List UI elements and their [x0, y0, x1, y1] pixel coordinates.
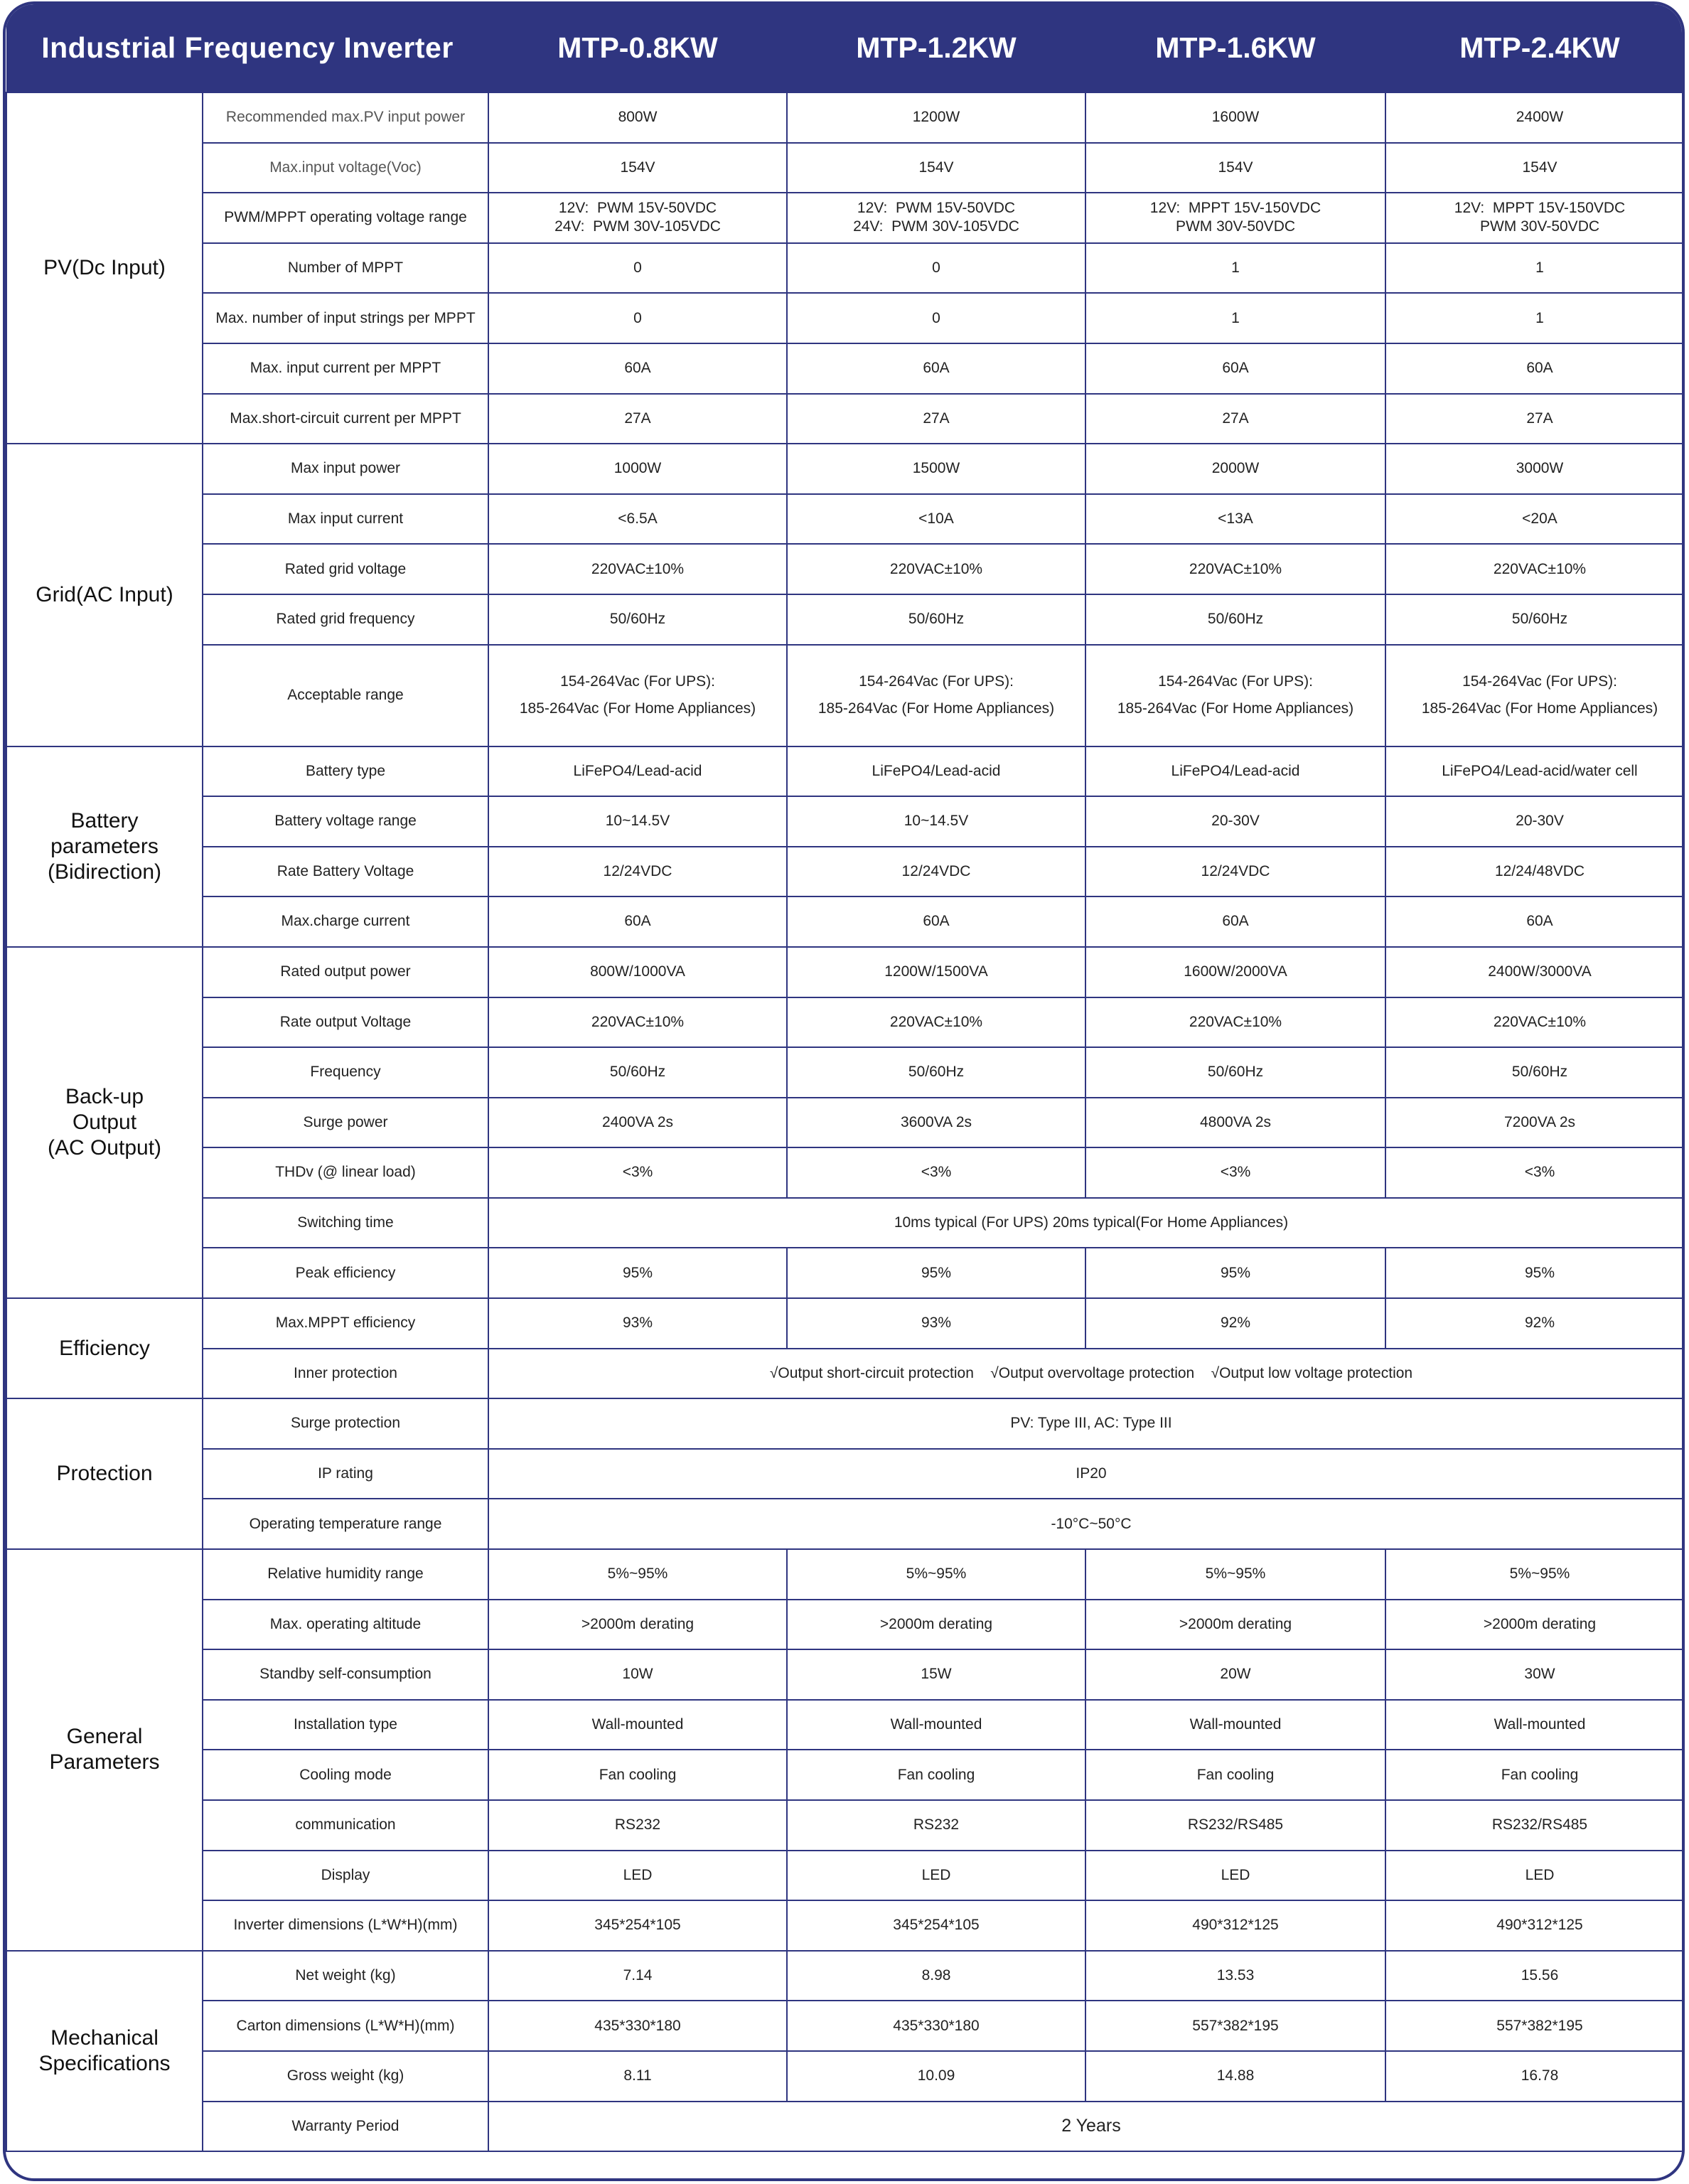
- row-label: Max.input voltage(Voc): [203, 143, 488, 193]
- section-line: General: [66, 1725, 143, 1749]
- cell: 557*382*195: [1385, 2001, 1685, 2051]
- cell: Fan cooling: [488, 1750, 787, 1800]
- cell: 220VAC±10%: [488, 544, 787, 594]
- row-label: THDv (@ linear load): [203, 1147, 488, 1198]
- cell: 1000W: [488, 444, 787, 494]
- cell-line: 12V: MPPT 15V-150VDC: [1454, 200, 1626, 217]
- cell-line: 154-264Vac (For UPS):: [1462, 673, 1617, 690]
- cell: 95%: [1085, 1248, 1385, 1298]
- cell: 2400W/3000VA: [1385, 947, 1685, 997]
- section-battery: [6, 746, 203, 947]
- table-row: [6, 645, 1685, 746]
- table-row: [6, 1248, 1685, 1298]
- table-row: [6, 796, 1685, 847]
- cell: [787, 193, 1085, 243]
- table-row: [6, 143, 1685, 193]
- row-label: Rated grid voltage: [203, 544, 488, 594]
- section-mechanical: [6, 1951, 203, 2151]
- cell: 490*312*125: [1085, 1900, 1385, 1951]
- cell: 2000W: [1085, 444, 1385, 494]
- cell: 95%: [1385, 1248, 1685, 1298]
- cell: 1200W: [787, 92, 1085, 143]
- row-label: Rated grid frequency: [203, 594, 488, 645]
- cell-line: 12V: PWM 15V-50VDC: [558, 200, 717, 217]
- cell: LiFePO4/Lead-acid: [787, 746, 1085, 797]
- section-protection: Protection: [6, 1398, 203, 1549]
- cell: 95%: [488, 1248, 787, 1298]
- cell: LiFePO4/Lead-acid: [488, 746, 787, 797]
- cell: 1600W: [1085, 92, 1385, 143]
- cell-line: 154-264Vac (For UPS):: [859, 673, 1014, 690]
- table-row: [6, 847, 1685, 897]
- section-line: Parameters: [49, 1750, 160, 1774]
- row-label: Surge protection: [203, 1398, 488, 1449]
- cell: 10.09: [787, 2051, 1085, 2102]
- table-row: [6, 594, 1685, 645]
- cell: 30W: [1385, 1649, 1685, 1700]
- table-row: [6, 1649, 1685, 1700]
- cell: [1385, 193, 1685, 243]
- cell: 8.11: [488, 2051, 787, 2102]
- merged-cell: -10°C~50°C: [488, 1499, 1685, 1549]
- model-header: MTP-1.6KW: [1155, 31, 1316, 64]
- cell: 1: [1085, 243, 1385, 294]
- cell-line: 185-264Vac (For Home Appliances): [1421, 700, 1658, 717]
- cell-line: 154-264Vac (For UPS):: [1158, 673, 1313, 690]
- cell: [488, 645, 787, 746]
- section-line: Back-up: [65, 1084, 144, 1108]
- cell: <3%: [1385, 1147, 1685, 1198]
- table-row: [6, 1900, 1685, 1951]
- table-row: [6, 896, 1685, 947]
- cell: 1600W/2000VA: [1085, 947, 1385, 997]
- cell: 435*330*180: [488, 2001, 787, 2051]
- cell: 220VAC±10%: [1385, 544, 1685, 594]
- cell: 27A: [1085, 394, 1385, 444]
- cell-line: 12V: PWM 15V-50VDC: [857, 200, 1016, 217]
- table-row: [6, 1700, 1685, 1750]
- merged-cell: 10ms typical (For UPS) 20ms typical(For Home Appliances): [488, 1198, 1685, 1248]
- row-label: Display: [203, 1851, 488, 1901]
- cell: 27A: [488, 394, 787, 444]
- row-label: Switching time: [203, 1198, 488, 1248]
- cell: <3%: [488, 1147, 787, 1198]
- table-row: [6, 1800, 1685, 1851]
- cell: 1: [1085, 293, 1385, 343]
- model-header: MTP-2.4KW: [1459, 31, 1620, 64]
- cell: 12/24/48VDC: [1385, 847, 1685, 897]
- cell: 93%: [488, 1298, 787, 1349]
- section-general: [6, 1549, 203, 1951]
- section-line: Output: [72, 1110, 137, 1134]
- merged-cell: √Output short-circuit protection √Output overvoltage protection √Output low voltage protection: [488, 1349, 1685, 1399]
- table-row: [6, 394, 1685, 444]
- cell: 220VAC±10%: [1085, 544, 1385, 594]
- cell: 1: [1385, 243, 1685, 294]
- table-row: [6, 444, 1685, 494]
- model-header: MTP-1.2KW: [856, 31, 1017, 64]
- cell: 154V: [1085, 143, 1385, 193]
- cell-line: 12V: MPPT 15V-150VDC: [1149, 200, 1321, 217]
- row-label: Max input current: [203, 494, 488, 545]
- spec-table: [6, 4, 1685, 2152]
- cell: >2000m derating: [488, 1600, 787, 1650]
- cell: Fan cooling: [787, 1750, 1085, 1800]
- cell: 5%~95%: [488, 1549, 787, 1600]
- cell: <3%: [1085, 1147, 1385, 1198]
- cell: Wall-mounted: [1385, 1700, 1685, 1750]
- cell: 154V: [1385, 143, 1685, 193]
- cell: 20W: [1085, 1649, 1385, 1700]
- row-label: Gross weight (kg): [203, 2051, 488, 2102]
- cell: Fan cooling: [1085, 1750, 1385, 1800]
- cell: 12/24VDC: [1085, 847, 1385, 897]
- section-line: (Bidirection): [47, 860, 162, 884]
- cell: 60A: [787, 343, 1085, 394]
- row-label: Relative humidity range: [203, 1549, 488, 1600]
- merged-cell: PV: Type III, AC: Type III: [488, 1398, 1685, 1449]
- cell: Wall-mounted: [488, 1700, 787, 1750]
- row-label: Frequency: [203, 1047, 488, 1098]
- spec-sheet: [3, 1, 1685, 2181]
- cell: 60A: [1385, 896, 1685, 947]
- table-row: [6, 1600, 1685, 1650]
- row-label: Net weight (kg): [203, 1951, 488, 2001]
- cell: 15.56: [1385, 1951, 1685, 2001]
- table-row: [6, 1349, 1685, 1399]
- row-label: Battery type: [203, 746, 488, 797]
- cell: 3600VA 2s: [787, 1098, 1085, 1148]
- table-row: [6, 1750, 1685, 1800]
- row-label: Cooling mode: [203, 1750, 488, 1800]
- cell: 20-30V: [1085, 796, 1385, 847]
- section-backup: [6, 947, 203, 1298]
- cell: >2000m derating: [787, 1600, 1085, 1650]
- cell: 0: [787, 293, 1085, 343]
- section-efficiency: Efficiency: [6, 1298, 203, 1398]
- cell: 345*254*105: [488, 1900, 787, 1951]
- cell-line: 24V: PWM 30V-105VDC: [554, 218, 721, 235]
- cell: 50/60Hz: [1385, 594, 1685, 645]
- merged-cell: IP20: [488, 1449, 1685, 1499]
- table-row: [6, 1398, 1685, 1449]
- cell: 3000W: [1385, 444, 1685, 494]
- row-label: Rate output Voltage: [203, 997, 488, 1048]
- cell: 50/60Hz: [1085, 594, 1385, 645]
- cell-line: 24V: PWM 30V-105VDC: [853, 218, 1019, 235]
- cell: 93%: [787, 1298, 1085, 1349]
- row-label: Max.MPPT efficiency: [203, 1298, 488, 1349]
- cell: 27A: [1385, 394, 1685, 444]
- cell-line: PWM 30V-50VDC: [1479, 218, 1600, 235]
- table-row: [6, 1951, 1685, 2001]
- table-row: [6, 544, 1685, 594]
- table-row: [6, 343, 1685, 394]
- row-label: Installation type: [203, 1700, 488, 1750]
- cell: 220VAC±10%: [1385, 997, 1685, 1048]
- cell: 10~14.5V: [787, 796, 1085, 847]
- cell: 2400W: [1385, 92, 1685, 143]
- cell: >2000m derating: [1085, 1600, 1385, 1650]
- cell: 0: [488, 293, 787, 343]
- row-label: communication: [203, 1800, 488, 1851]
- cell: 557*382*195: [1085, 2001, 1385, 2051]
- cell: 490*312*125: [1385, 1900, 1685, 1951]
- cell: 50/60Hz: [1385, 1047, 1685, 1098]
- section-line: (AC Output): [47, 1135, 162, 1160]
- cell: 1: [1385, 293, 1685, 343]
- row-label: IP rating: [203, 1449, 488, 1499]
- cell-line: 185-264Vac (For Home Appliances): [519, 700, 756, 717]
- cell: Fan cooling: [1385, 1750, 1685, 1800]
- cell: 50/60Hz: [1085, 1047, 1385, 1098]
- cell: 435*330*180: [787, 2001, 1085, 2051]
- cell: 27A: [787, 394, 1085, 444]
- cell: LiFePO4/Lead-acid: [1085, 746, 1385, 797]
- row-label: Operating temperature range: [203, 1499, 488, 1549]
- table-row: [6, 1198, 1685, 1248]
- table-row: [6, 1147, 1685, 1198]
- table-row: [6, 243, 1685, 294]
- cell: 220VAC±10%: [1085, 997, 1385, 1048]
- cell: 2400VA 2s: [488, 1098, 787, 1148]
- cell: 50/60Hz: [787, 594, 1085, 645]
- cell: 220VAC±10%: [787, 997, 1085, 1048]
- cell: 60A: [787, 896, 1085, 947]
- cell: LED: [1085, 1851, 1385, 1901]
- cell: 16.78: [1385, 2051, 1685, 2102]
- cell: 1500W: [787, 444, 1085, 494]
- section-line: Mechanical: [50, 2025, 159, 2050]
- section-line: Specifications: [38, 2051, 171, 2075]
- cell: 1200W/1500VA: [787, 947, 1085, 997]
- cell: 10~14.5V: [488, 796, 787, 847]
- row-label: Warranty Period: [203, 2102, 488, 2152]
- table-row: [6, 1499, 1685, 1549]
- cell: <13A: [1085, 494, 1385, 545]
- row-label: Surge power: [203, 1098, 488, 1148]
- table-row: [6, 2051, 1685, 2102]
- cell: 5%~95%: [1085, 1549, 1385, 1600]
- row-label: Max. number of input strings per MPPT: [203, 293, 488, 343]
- cell-line: 154-264Vac (For UPS):: [560, 673, 715, 690]
- cell: 800W/1000VA: [488, 947, 787, 997]
- cell: 92%: [1085, 1298, 1385, 1349]
- table-row: [6, 494, 1685, 545]
- table-row: [6, 997, 1685, 1048]
- table-row: [6, 947, 1685, 997]
- cell: RS232/RS485: [1085, 1800, 1385, 1851]
- cell: 92%: [1385, 1298, 1685, 1349]
- cell: RS232/RS485: [1385, 1800, 1685, 1851]
- cell: 60A: [1085, 896, 1385, 947]
- row-label: Carton dimensions (L*W*H)(mm): [203, 2001, 488, 2051]
- cell: 220VAC±10%: [787, 544, 1085, 594]
- table-row: [6, 746, 1685, 797]
- row-label: Rated output power: [203, 947, 488, 997]
- row-label: Max input power: [203, 444, 488, 494]
- cell: <10A: [787, 494, 1085, 545]
- row-label: Max.charge current: [203, 896, 488, 947]
- cell: 15W: [787, 1649, 1085, 1700]
- row-label: Max.short-circuit current per MPPT: [203, 394, 488, 444]
- cell: 800W: [488, 92, 787, 143]
- cell: 4800VA 2s: [1085, 1098, 1385, 1148]
- table-row: [6, 1549, 1685, 1600]
- cell: LED: [787, 1851, 1085, 1901]
- cell: 5%~95%: [1385, 1549, 1685, 1600]
- cell: 13.53: [1085, 1951, 1385, 2001]
- cell: 154V: [488, 143, 787, 193]
- cell: 12/24VDC: [488, 847, 787, 897]
- cell: 60A: [488, 896, 787, 947]
- cell: 60A: [488, 343, 787, 394]
- table-row: [6, 1047, 1685, 1098]
- table-row: [6, 2001, 1685, 2051]
- header-row: [6, 4, 1685, 92]
- table-row: [6, 1449, 1685, 1499]
- table-row: [6, 92, 1685, 143]
- cell-line: 185-264Vac (For Home Appliances): [1117, 700, 1354, 717]
- cell: 60A: [1385, 343, 1685, 394]
- cell: [1085, 645, 1385, 746]
- merged-cell: 2 Years: [488, 2102, 1685, 2152]
- cell: <20A: [1385, 494, 1685, 545]
- cell-line: PWM 30V-50VDC: [1175, 218, 1296, 235]
- cell: [1385, 645, 1685, 746]
- cell: 60A: [1085, 343, 1385, 394]
- cell: LED: [488, 1851, 787, 1901]
- cell-line: 185-264Vac (For Home Appliances): [817, 700, 1055, 717]
- cell: 345*254*105: [787, 1900, 1085, 1951]
- table-title: Industrial Frequency Inverter: [41, 31, 454, 64]
- cell: 10W: [488, 1649, 787, 1700]
- cell: [787, 645, 1085, 746]
- row-label: Peak efficiency: [203, 1248, 488, 1298]
- cell: RS232: [787, 1800, 1085, 1851]
- cell: 0: [488, 243, 787, 294]
- cell: <3%: [787, 1147, 1085, 1198]
- row-label: Inverter dimensions (L*W*H)(mm): [203, 1900, 488, 1951]
- cell: 50/60Hz: [488, 1047, 787, 1098]
- table-row: [6, 193, 1685, 243]
- cell: 7200VA 2s: [1385, 1098, 1685, 1148]
- row-label: PWM/MPPT operating voltage range: [203, 193, 488, 243]
- cell: 14.88: [1085, 2051, 1385, 2102]
- cell: Wall-mounted: [1085, 1700, 1385, 1750]
- table-row: [6, 1851, 1685, 1901]
- table-row: [6, 2102, 1685, 2152]
- cell: 7.14: [488, 1951, 787, 2001]
- section-line: Battery: [70, 808, 139, 833]
- row-label: Max. input current per MPPT: [203, 343, 488, 394]
- cell: LED: [1385, 1851, 1685, 1901]
- cell: LiFePO4/Lead-acid/water cell: [1385, 746, 1685, 797]
- model-header: MTP-0.8KW: [557, 31, 718, 64]
- table-row: [6, 1298, 1685, 1349]
- section-line: parameters: [50, 834, 159, 858]
- row-label: Standby self-consumption: [203, 1649, 488, 1700]
- cell: 12/24VDC: [787, 847, 1085, 897]
- table-row: [6, 293, 1685, 343]
- row-label: Inner protection: [203, 1349, 488, 1399]
- cell: Wall-mounted: [787, 1700, 1085, 1750]
- cell: [1085, 193, 1385, 243]
- row-label: Recommended max.PV input power: [203, 92, 488, 143]
- cell: 154V: [787, 143, 1085, 193]
- section-grid: Grid(AC Input): [6, 444, 203, 746]
- cell: 0: [787, 243, 1085, 294]
- row-label: Rate Battery Voltage: [203, 847, 488, 897]
- cell: 95%: [787, 1248, 1085, 1298]
- row-label: Acceptable range: [203, 645, 488, 746]
- cell: 50/60Hz: [787, 1047, 1085, 1098]
- cell: >2000m derating: [1385, 1600, 1685, 1650]
- table-row: [6, 1098, 1685, 1148]
- cell: <6.5A: [488, 494, 787, 545]
- cell: 20-30V: [1385, 796, 1685, 847]
- row-label: Number of MPPT: [203, 243, 488, 294]
- cell: 220VAC±10%: [488, 997, 787, 1048]
- cell: 8.98: [787, 1951, 1085, 2001]
- cell: 5%~95%: [787, 1549, 1085, 1600]
- cell: [488, 193, 787, 243]
- row-label: Battery voltage range: [203, 796, 488, 847]
- cell: RS232: [488, 1800, 787, 1851]
- row-label: Max. operating altitude: [203, 1600, 488, 1650]
- section-pv: PV(Dc Input): [6, 92, 203, 444]
- cell: 50/60Hz: [488, 594, 787, 645]
